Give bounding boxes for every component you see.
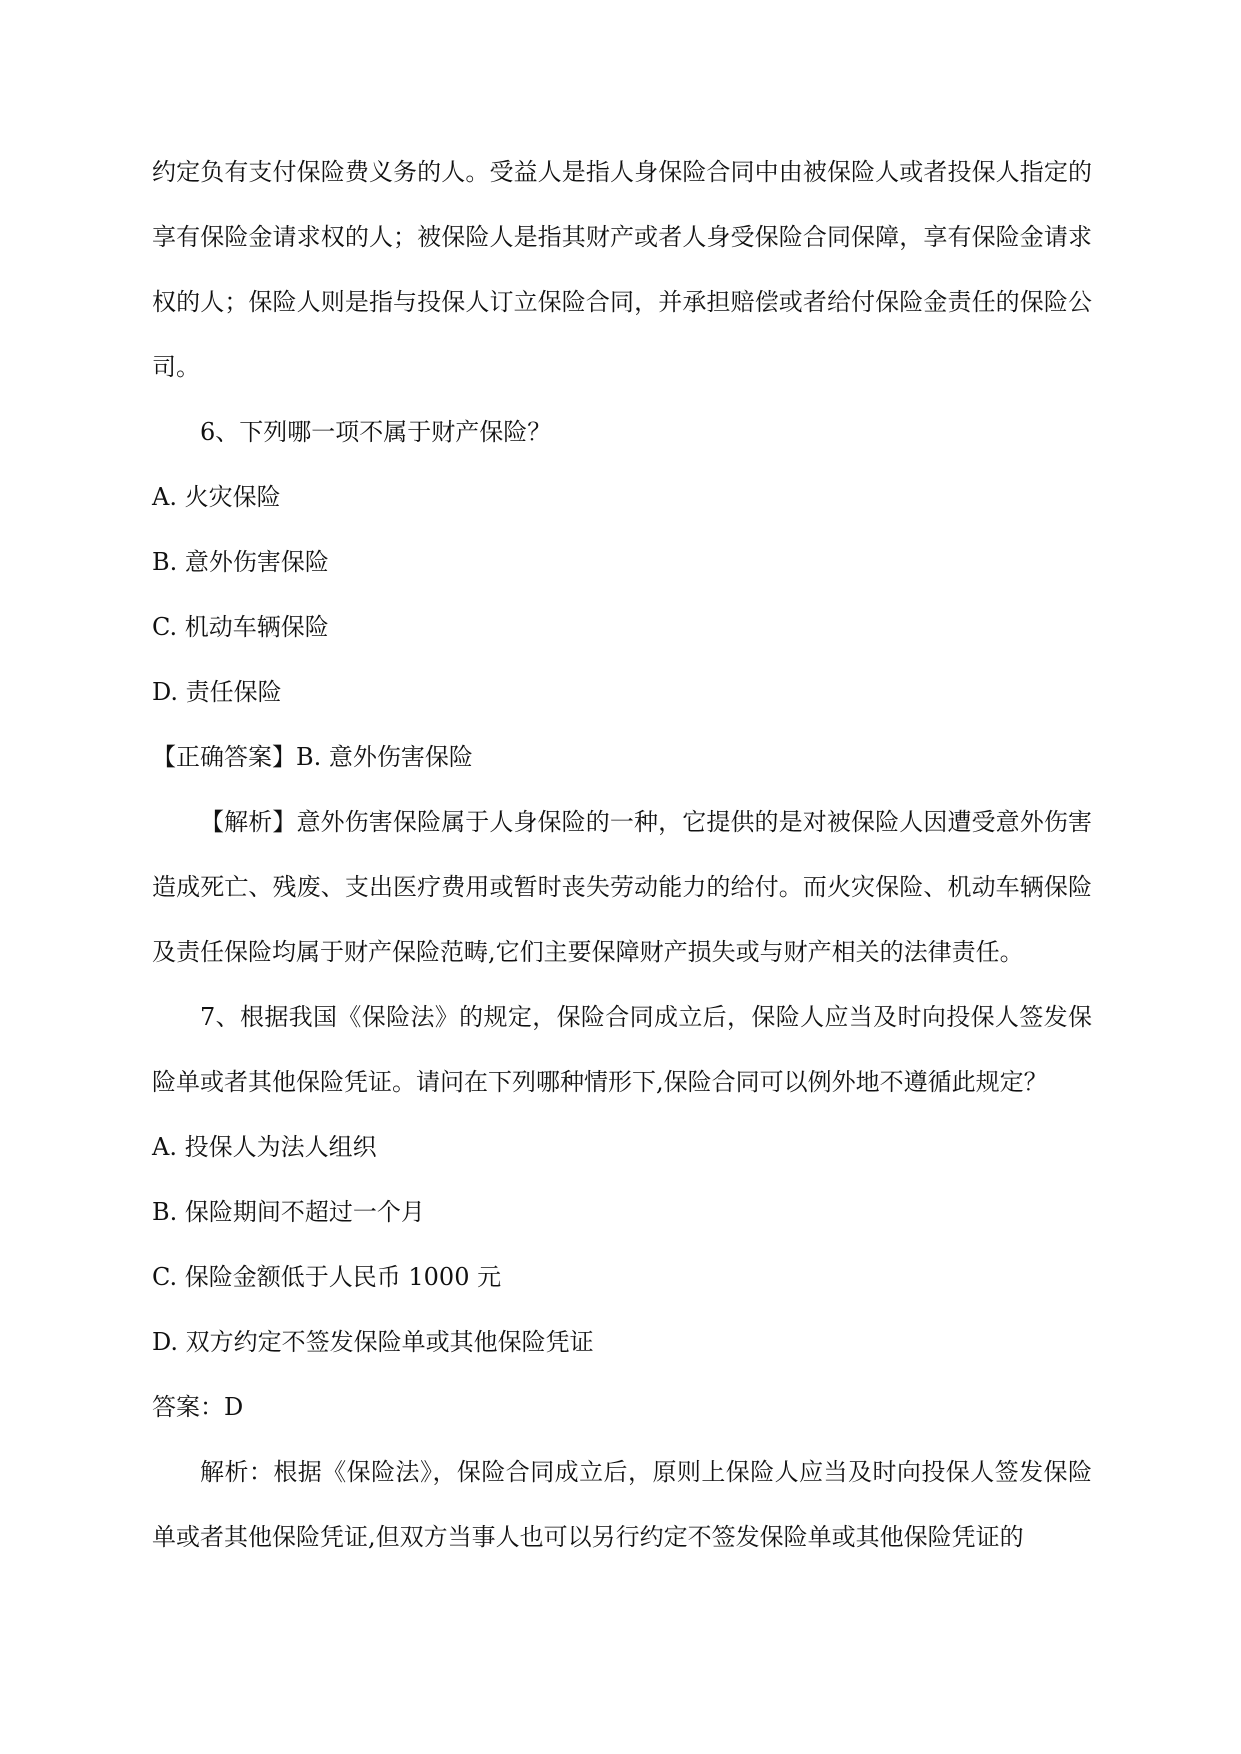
- question-7-option-b: B. 保险期间不超过一个月: [152, 1198, 425, 1226]
- question-7: 7、根据我国《保险法》的规定，保险合同成立后，保险人应当及时向投保人签发保险单或者其他保险凭证。请问在下列哪种情形下,保险合同可以例外地不遵循此规定？: [152, 1003, 1092, 1096]
- question-7-answer: 答案：D: [152, 1393, 244, 1421]
- question-7-analysis: 解析：根据《保险法》，保险合同成立后，原则上保险人应当及时向投保人签发保险单或者其他保险凭证,但双方当事人也可以另行约定不签发保险单或其他保险凭证的: [152, 1458, 1092, 1551]
- question-6-option-c: C. 机动车辆保险: [152, 613, 329, 641]
- question-6-answer: 【正确答案】B. 意外伤害保险: [152, 743, 473, 771]
- question-6-option-d: D. 责任保险: [152, 678, 282, 706]
- question-7-option-a: A. 投保人为法人组织: [152, 1133, 377, 1161]
- paragraph-roles-definition: 约定负有支付保险费义务的人。受益人是指人身保险合同中由被保险人或者投保人指定的享有保险金请求权的人；被保险人是指其财产或者人身受保险合同保障，享有保险金请求权的人；保险人则是指与投保人订立保险合同，并承担赔偿或者给付保险金责任的保险公司。: [152, 158, 1092, 381]
- question-6-option-a: A. 火灾保险: [152, 483, 281, 511]
- document-body: [152, 140, 1092, 1570]
- question-6-option-b: B. 意外伤害保险: [152, 548, 329, 576]
- question-7-option-d: D. 双方约定不签发保险单或其他保险凭证: [152, 1328, 594, 1356]
- question-6-analysis: 【解析】意外伤害保险属于人身保险的一种，它提供的是对被保险人因遭受意外伤害造成死亡、残废、支出医疗费用或暂时丧失劳动能力的给付。而火灾保险、机动车辆保险及责任保险均属于财产保险范畴,它们主要保障财产损失或与财产相关的法律责任。: [152, 808, 1092, 966]
- question-7-option-c: C. 保险金额低于人民币 1000 元: [152, 1263, 502, 1291]
- question-6: 6、下列哪一项不属于财产保险？: [200, 418, 552, 446]
